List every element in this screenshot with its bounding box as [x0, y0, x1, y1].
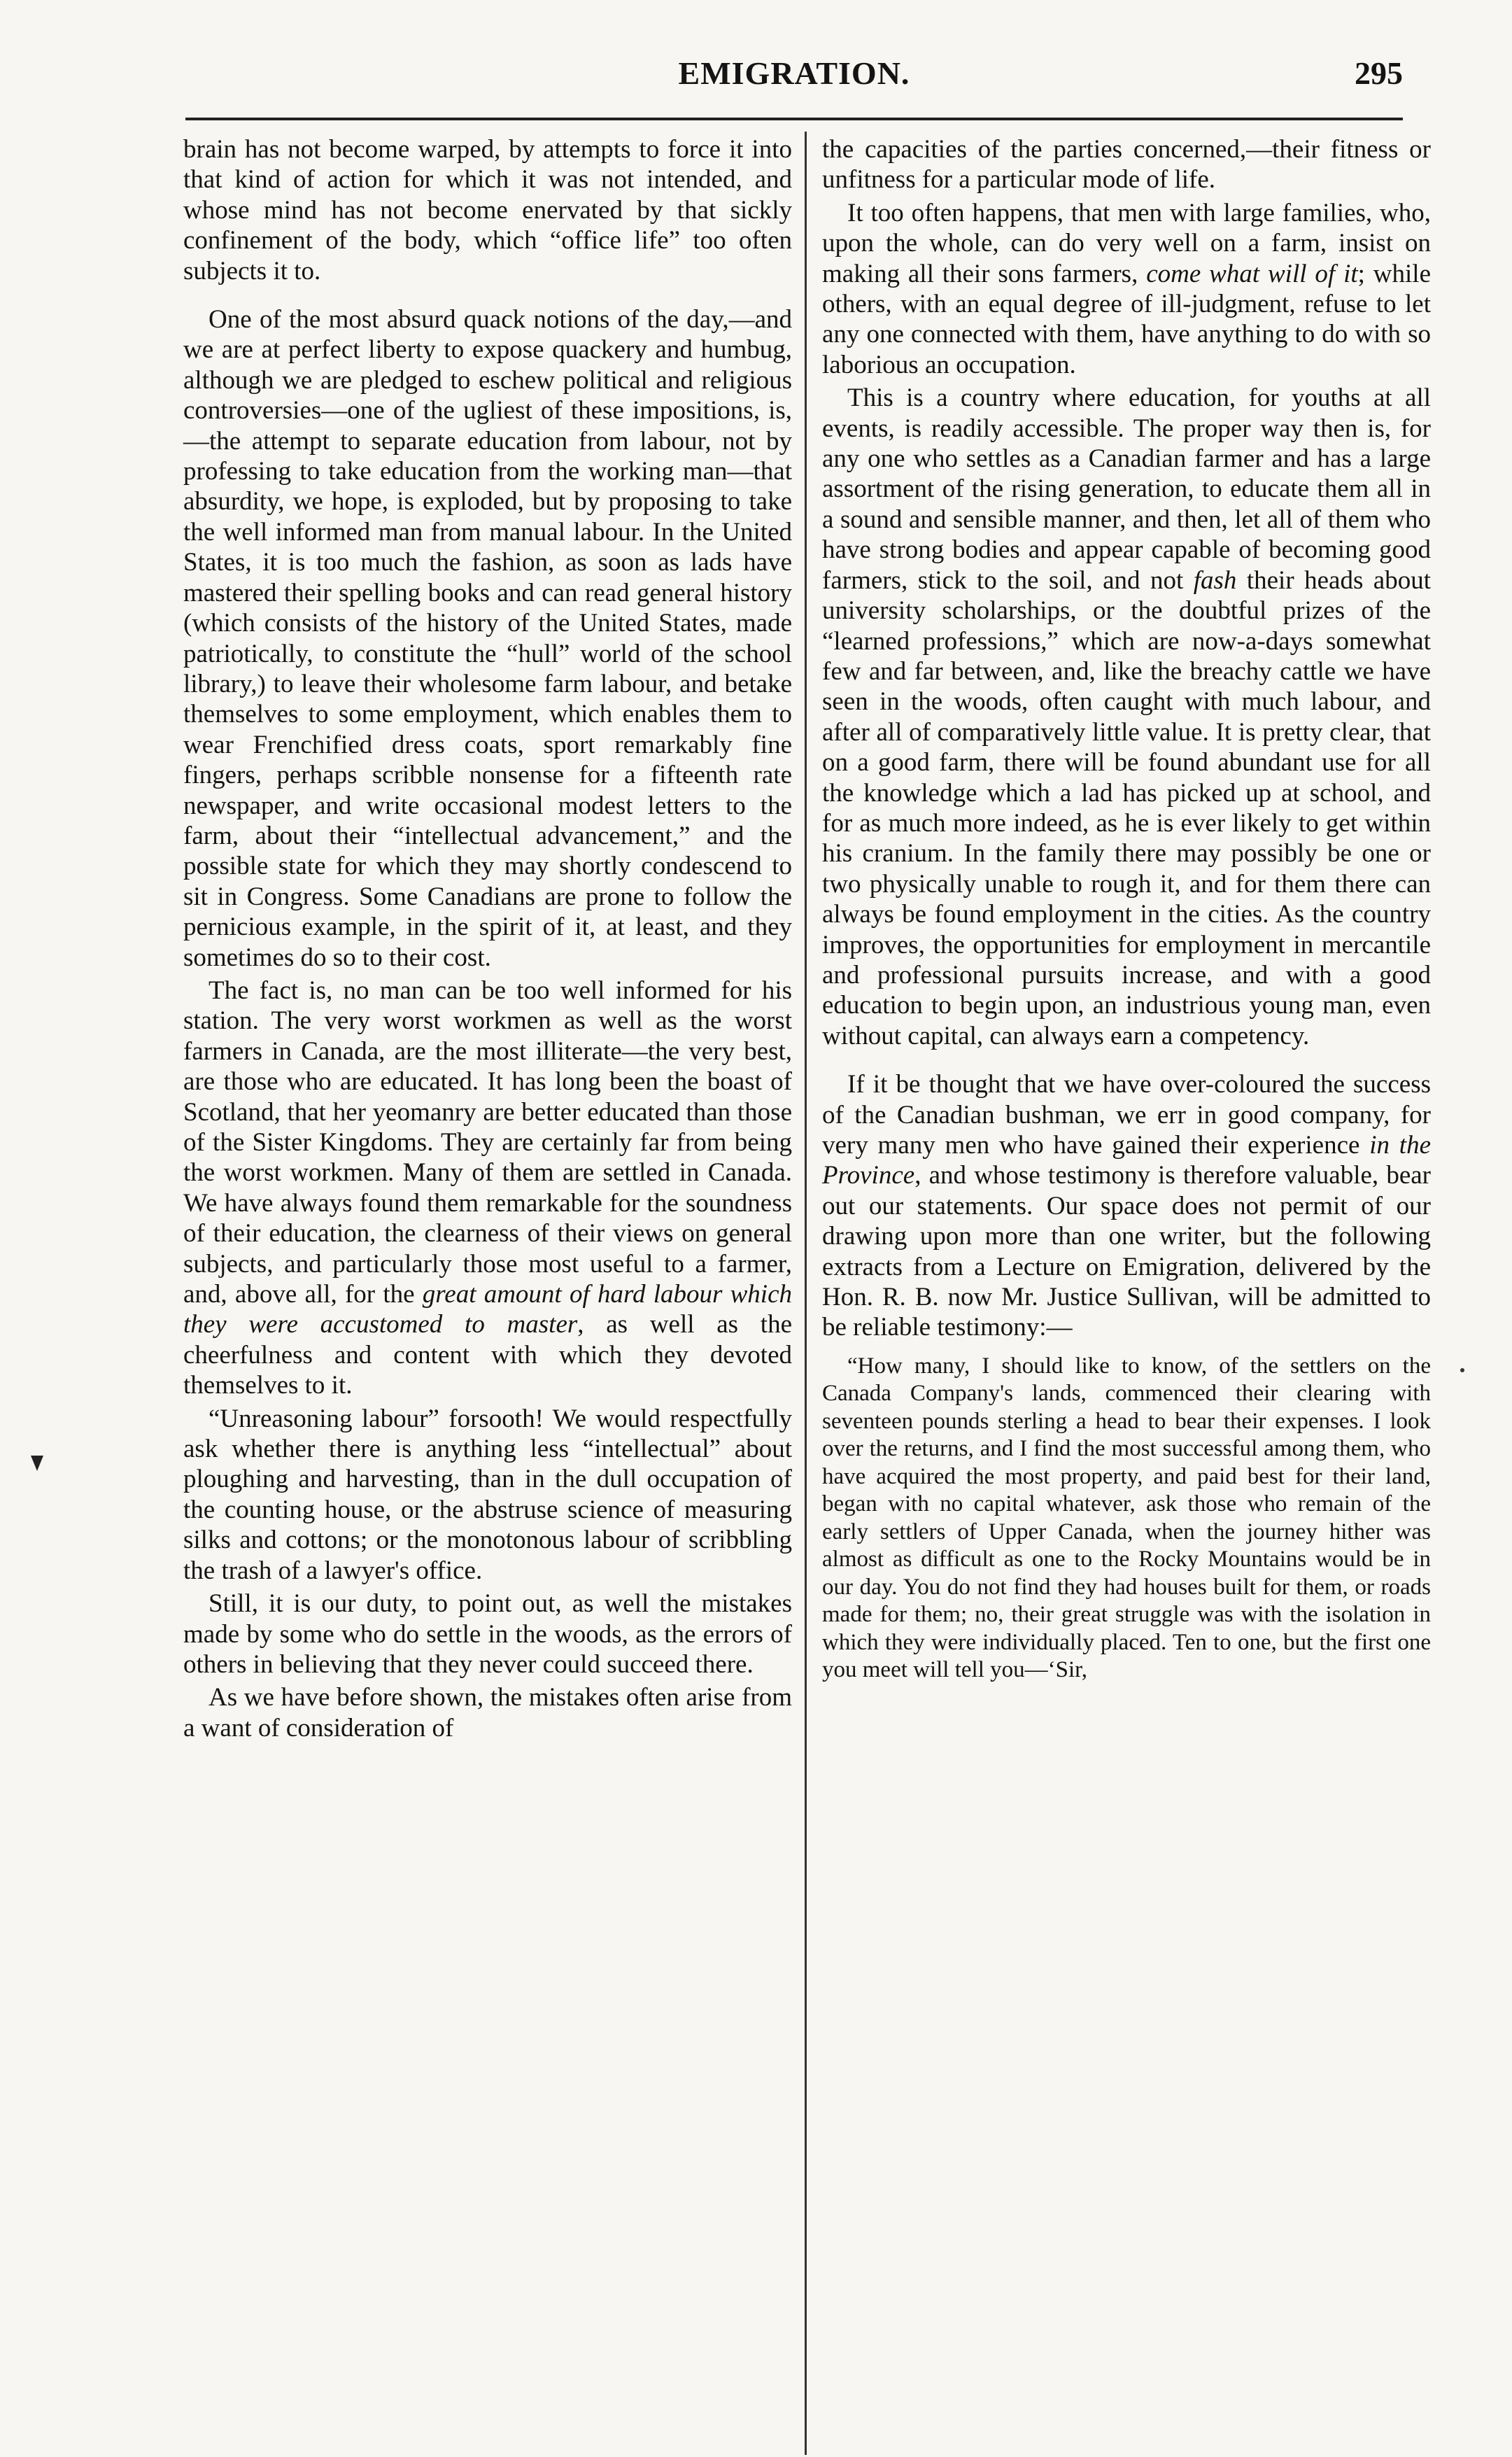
right-paragraph-1: the capacities of the parties concerned,—their fitness or unfitness for a particular mode of life. [822, 135, 1431, 195]
margin-mark [31, 1456, 43, 1471]
left-paragraph-1: brain has not become warped, by attempts to force it into that kind of action for which it was not intended, and whose mind has not become enervated by that sickly confinement of the body, which “office life” too often subjects it to. [183, 135, 792, 286]
left-column [183, 134, 792, 1746]
left-paragraph-6: As we have before shown, the mistakes often arise from a want of consideration of [183, 1683, 792, 1743]
left-paragraph-4: “Unreasoning labour” forsooth! We would respectfully ask whether there is anything less “intellectual” about ploughing and harvesting, than in the dull occupation of the counting house, or the abstruse science of measuring silks and cottons; or the monotonous labour of scribbling the trash of a lawyer's office. [183, 1404, 792, 1585]
header-rule [185, 118, 1403, 120]
right-paragraph-4-italic: in the Province [822, 1131, 1431, 1190]
column-divider [805, 132, 807, 2455]
right-paragraph-4-text-b: , and whose testimony is therefore valuable, bear out our statements. Our space does not permit of our drawing upon more than one writer, but the following extracts from a Lecture on Emigration, delivered by the Hon. R. B. now Mr. Justice Sullivan, will be admitted to be reliable testimony:— [822, 1161, 1431, 1342]
margin-dot [1460, 1368, 1464, 1372]
right-paragraph-4 [822, 1069, 1431, 1343]
right-paragraph-3 [822, 383, 1431, 1051]
left-paragraph-3 [183, 976, 792, 1401]
left-paragraph-3-italic: great amount of hard labour which they were accustomed to master [183, 1280, 792, 1339]
right-paragraph-3-text-a: This is a country where education, for youths at all events, is readily accessible. The proper way then is, for any one who settles as a Canadian farmer and has a large assortment of the rising generation, to educate them all in a sound and sensible manner, and then, let all of them who have strong bodies and appear capable of becoming good farmers, stick to the soil, and not [822, 383, 1431, 595]
right-paragraph-2-text-b: ; while others, with an equal degree of ill-judgment, refuse to let any one connected with them, have anything to do with so laborious an occupation. [822, 259, 1431, 379]
right-paragraph-4-text-a: If it be thought that we have over-coloured the success of the Canadian bushman, we err in good company, for very many men who have gained their experience [822, 1070, 1431, 1160]
left-paragraph-3-text-a: The fact is, no man can be too well informed for his station. The very worst workmen as well as the worst farmers in Canada, are the most illiterate—the very best, are those who are educated. It has long been the boast of Scotland, that her yeomanry are better educated than those of the Sister Kingdoms. They are certainly far from being the worst workmen. Many of them are settled in Canada. We have always found them remarkable for the soundness of their education, the clearness of their views on general subjects, and particularly those most useful to a farmer, and, above all, for the [183, 976, 792, 1309]
left-paragraph-2: One of the most absurd quack notions of the day,—and we are at perfect liberty to expose quackery and humbug, although we are pledged to eschew political and religious controversies—one of the ugliest of these impositions, is,—the attempt to separate education from labour, not by professing to take education from the working man—that absurdity, we hope, is exploded, but by proposing to take the well informed man from manual labour. In the United States, it is too much the fashion, as soon as lads have mastered their spelling books and can read general history (which consists of the history of the United States, made patriotically, to constitute the “hull” world of the school library,) to leave their wholesome farm labour, and betake themselves to some employment, which enables them to wear Frenchified dress coats, sport remarkably fine fingers, perhaps scribble nonsense for a fifteenth rate newspaper, and write occasional modest letters to the farm, about their “intellectual advancement,” and the possible state for which they may shortly condescend to sit in Congress. Some Canadians are prone to follow the pernicious example, in the spirit of it, at least, and they sometimes do so to their cost. [183, 305, 792, 972]
lecture-quote: “How many, I should like to know, of the settlers on the Canada Company's lands, commenced their clearing with seventeen pounds sterling a head to bear their expenses. I look over the returns, and I find the most successful among them, who have acquired the most property, and paid best for their land, began with no capital whatever, ask those who remain of the early settlers of Upper Canada, when the journey hither was almost as difficult as one to the Rocky Mountains would be in our day. You do not find they had houses built for them, or roads made for them; no, their great struggle was with the isolation in which they were individually placed. Ten to one, but the first one you meet will tell you—‘Sir, [822, 1353, 1431, 1683]
right-paragraph-2 [822, 198, 1431, 380]
right-paragraph-2-italic: come what will of it [1146, 259, 1358, 288]
page-number: 295 [1355, 55, 1403, 91]
right-column [822, 134, 1431, 1687]
left-paragraph-3-text-b: , as well as the cheerfulness and content with which they devoted themselves to it. [183, 1310, 793, 1400]
page-header [185, 55, 1403, 115]
right-paragraph-2-text-a: It too often happens, that men with large families, who, upon the whole, can do very well on a farm, insist on making all their sons farmers, [822, 198, 1431, 288]
right-paragraph-3-text-b: their heads about university scholarships, or the doubtful prizes of the “learned professions,” which are now-a-days somewhat few and far between, and, like the breachy cattle we have seen in the woods, often caught with much labour, and after all of comparatively little value. It is pretty clear, that on a good farm, there will be found abundant use for all the knowledge which a lad has picked up at school, and for as much more indeed, as he is ever likely to get within his cranium. In the family there may possibly be one or two physically unable to rough it, and for them there can always be found employment in the cities. As the country improves, the opportunities for employment in mercantile and professional pursuits increase, and with a good education to begin upon, an industrious young man, even without capital, can always earn a competency. [822, 565, 1432, 1050]
right-paragraph-3-italic: fash [1193, 565, 1237, 595]
left-paragraph-5: Still, it is our duty, to point out, as well the mistakes made by some who do settle in the woods, as the errors of others in believing that they never could succeed there. [183, 1589, 792, 1679]
running-title: EMIGRATION. [678, 55, 910, 91]
